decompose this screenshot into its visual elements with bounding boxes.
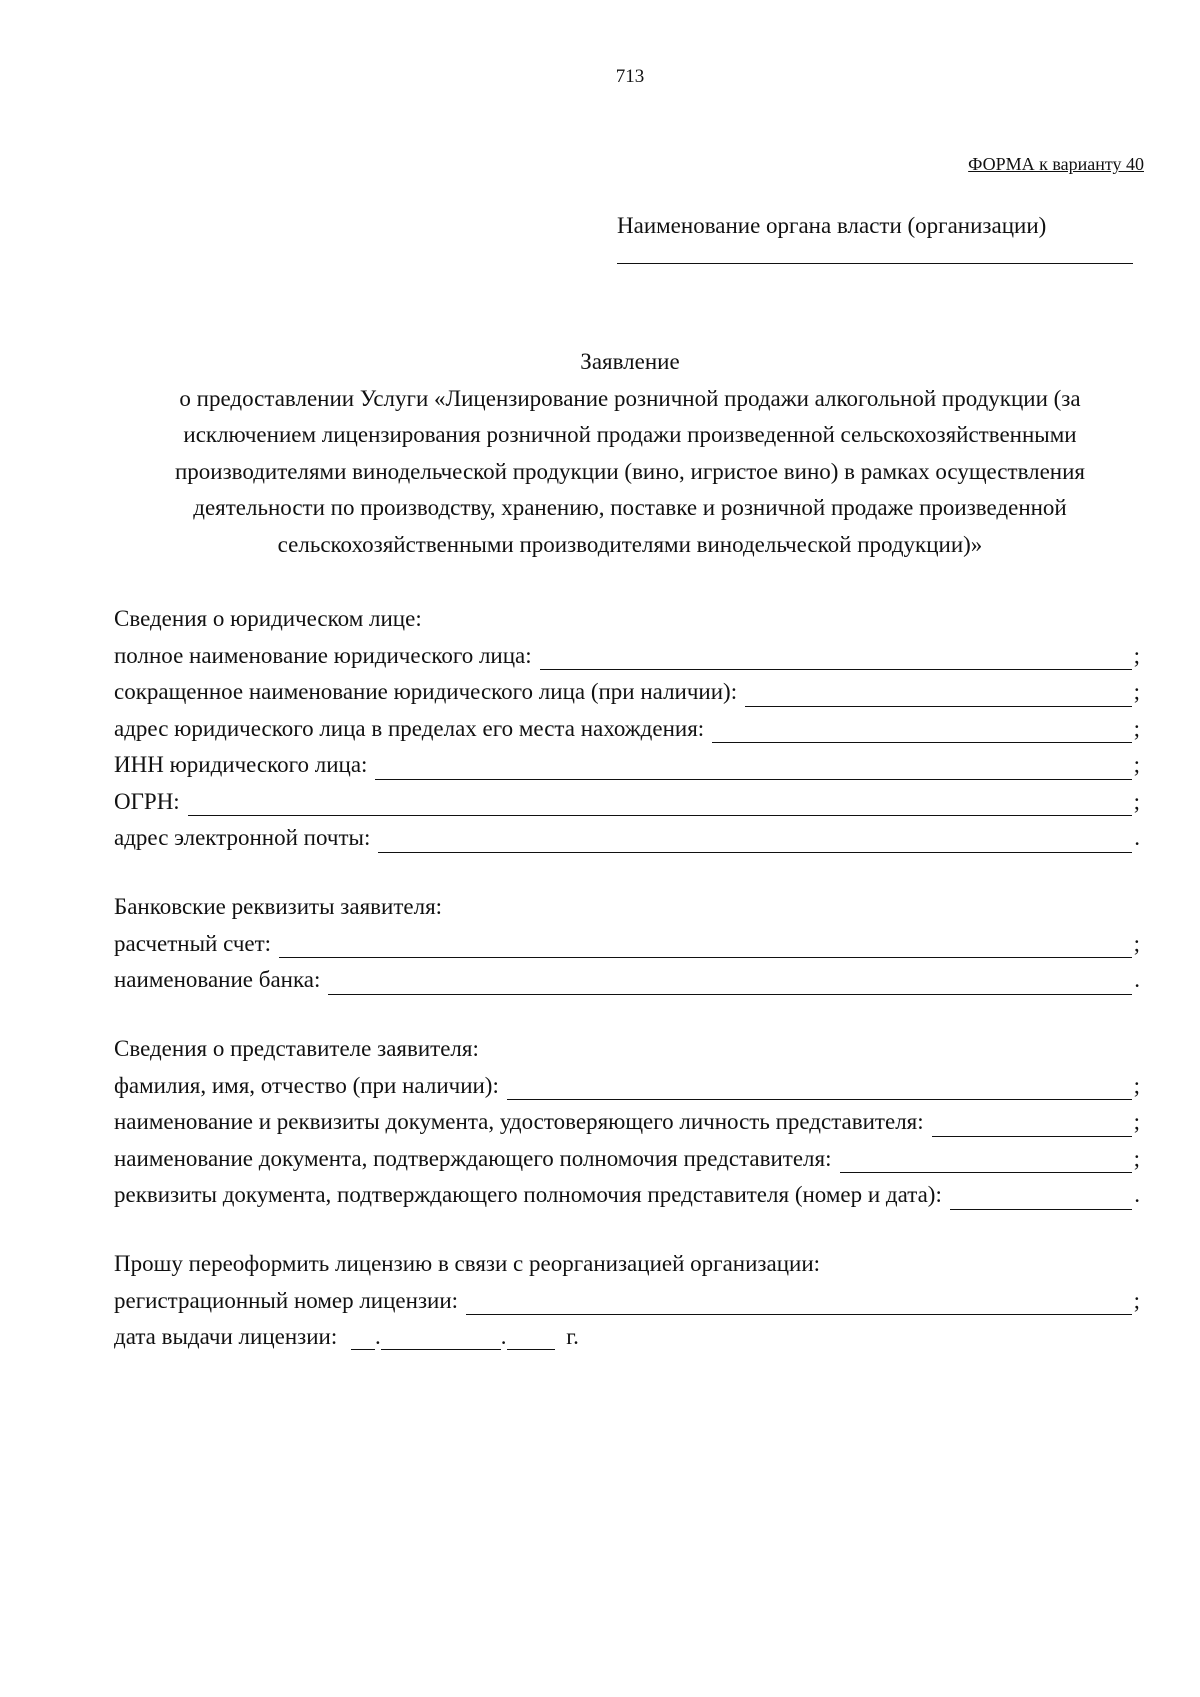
field-terminator: ; — [1133, 1072, 1140, 1098]
form-field-row — [114, 962, 1140, 999]
title-heading: Заявление — [580, 349, 680, 374]
field-label: наименование банка: — [114, 967, 321, 992]
representative-name-field[interactable] — [507, 1079, 1132, 1100]
field-terminator: ; — [1133, 788, 1140, 814]
field-terminator: ; — [1133, 715, 1140, 741]
form-field-row — [114, 926, 1140, 963]
page-number: 713 — [615, 66, 645, 87]
license-day-field[interactable] — [351, 1329, 375, 1350]
legal-entity-section — [114, 601, 1140, 857]
field-terminator: ; — [1133, 1145, 1140, 1171]
field-terminator: ; — [1133, 642, 1140, 668]
field-terminator: . — [1134, 1182, 1140, 1207]
form-field-row — [114, 1283, 1140, 1320]
date-suffix: г. — [566, 1324, 579, 1349]
field-label: наименование документа, подтверждающего полномочия представителя: — [114, 1145, 832, 1171]
email-field[interactable] — [378, 832, 1132, 853]
section-heading: Сведения о юридическом лице: — [114, 606, 422, 631]
license-number-field[interactable] — [466, 1294, 1132, 1315]
title-line: сельскохозяйственными производителями винодельческой продукции)» — [277, 531, 983, 557]
license-date-row — [114, 1319, 1140, 1356]
license-year-field[interactable] — [507, 1329, 555, 1350]
field-terminator: ; — [1133, 752, 1140, 777]
form-field-row — [114, 1141, 1140, 1178]
field-terminator: . — [1134, 967, 1140, 992]
form-field-row — [114, 1177, 1140, 1214]
form-field-row — [114, 638, 1140, 675]
section-heading: Сведения о представителе заявителя: — [114, 1036, 479, 1061]
form-field-row — [114, 820, 1140, 857]
ogrn-field[interactable] — [188, 795, 1132, 816]
form-field-row — [114, 711, 1140, 748]
full-name-field[interactable] — [540, 649, 1132, 670]
bank-section — [114, 889, 1140, 999]
title-line: исключением лицензирования розничной продажи произведенной сельскохозяйственными — [183, 422, 1077, 447]
bank-name-field[interactable] — [328, 974, 1132, 995]
field-terminator: ; — [1133, 1287, 1140, 1313]
field-label: адрес юридического лица в пределах его места нахождения: — [114, 715, 705, 741]
form-variant-label: ФОРМА к варианту 40 — [968, 154, 1144, 174]
field-label: расчетный счет: — [114, 930, 272, 956]
field-label: регистрационный номер лицензии: — [114, 1287, 459, 1313]
short-name-field[interactable] — [745, 686, 1132, 707]
form-field-row — [114, 1068, 1140, 1105]
field-label: фамилия, имя, отчество (при наличии): — [114, 1072, 499, 1098]
form-field-row — [114, 1104, 1140, 1141]
field-label: сокращенное наименование юридического лица (при наличии): — [114, 679, 738, 704]
field-label: адрес электронной почты: — [114, 825, 371, 850]
date-separator: . — [500, 1324, 507, 1349]
field-label: ОГРН: — [114, 788, 180, 814]
date-separator: . — [375, 1324, 381, 1349]
form-field-row — [114, 674, 1140, 711]
field-terminator: ; — [1133, 679, 1140, 704]
license-section — [114, 1246, 1140, 1356]
authority-document-name-field[interactable] — [840, 1152, 1132, 1173]
identity-document-field[interactable] — [932, 1116, 1132, 1137]
title-line: о предоставлении Услуги «Лицензирование розничной продажи алкогольной продукции (за — [179, 385, 1081, 411]
field-label: полное наименование юридического лица: — [114, 642, 532, 668]
authority-document-details-field[interactable] — [950, 1189, 1132, 1210]
field-label: дата выдачи лицензии: — [114, 1324, 338, 1349]
title-line: производителями винодельческой продукции (вино, игристое вино) в рамках осуществления — [174, 458, 1086, 484]
form-field-row — [114, 747, 1140, 784]
field-terminator: ; — [1133, 930, 1140, 956]
address-field[interactable] — [712, 722, 1131, 743]
field-label: ИНН юридического лица: — [114, 752, 368, 777]
authority-label: Наименование органа власти (организации) — [617, 213, 1047, 238]
field-label: реквизиты документа, подтверждающего полномочия представителя (номер и дата): — [114, 1182, 942, 1207]
section-heading: Банковские реквизиты заявителя: — [114, 894, 443, 919]
authority-block — [617, 213, 1137, 264]
authority-name-field[interactable] — [617, 249, 1133, 264]
title-line: деятельности по производству, хранению, поставке и розничной продаже произведенной — [193, 495, 1067, 520]
account-field[interactable] — [279, 937, 1132, 958]
inn-field[interactable] — [375, 759, 1131, 780]
license-month-field[interactable] — [381, 1329, 501, 1350]
section-heading: Прошу переоформить лицензию в связи с реорганизацией организации: — [114, 1251, 821, 1276]
form-field-row — [114, 784, 1140, 821]
field-terminator: ; — [1133, 1109, 1140, 1134]
document-title — [110, 344, 1150, 563]
representative-section — [114, 1031, 1140, 1214]
field-terminator: . — [1134, 825, 1140, 850]
field-label: наименование и реквизиты документа, удостоверяющего личность представителя: — [114, 1109, 924, 1134]
